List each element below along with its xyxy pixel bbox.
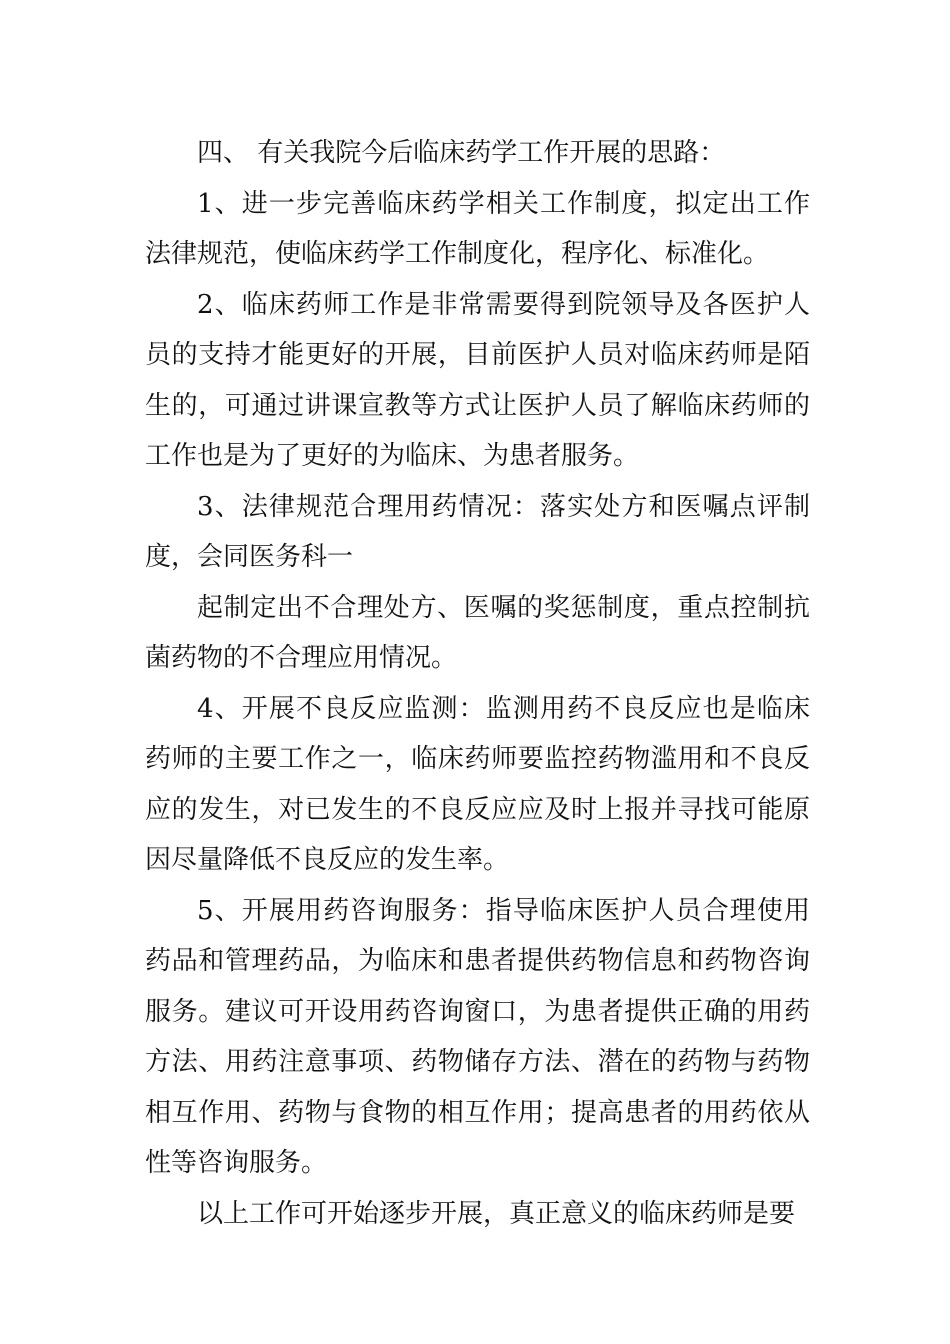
paragraph-item-3: 3、法律规范合理用药情况：落实处方和医嘱点评制度，会同医务科一 <box>145 491 810 572</box>
paragraph-closing: 以上工作可开始逐步开展，真正意义的临床药师是要 <box>197 1198 796 1229</box>
section-heading: 四、 有关我院今后临床药学工作开展的思路： <box>197 138 726 168</box>
document-body <box>145 128 810 1239</box>
paragraph-item-5: 5、开展用药咨询服务：指导临床医护人员合理使用药品和管理药品，为临床和患者提供药物信息和药物咨询服务。建议可开设用药咨询窗口，为患者提供正确的用药方法、用药注意事项、药物储存方法、潜在的药物与药物相互作用、药物与食物的相互作用；提高患者的用药依从性等咨询服务。 <box>145 895 810 1178</box>
paragraph-item-4: 4、开展不良反应监测：监测用药不良反应也是临床药师的主要工作之一，临床药师要监控药物滥用和不良反应的发生，对已发生的不良反应应及时上报并寻找可能原因尽量降低不良反应的发生率。 <box>145 693 810 875</box>
paragraph-item-1: 1、进一步完善临床药学相关工作制度，拟定出工作法律规范，使临床药学工作制度化，程序化、标准化。 <box>145 188 810 269</box>
paragraph-item-3-continued: 起制定出不合理处方、医嘱的奖惩制度，重点控制抗菌药物的不合理应用情况。 <box>145 592 810 673</box>
paragraph-item-2: 2、临床药师工作是非常需要得到院领导及各医护人员的支持才能更好的开展，目前医护人员对临床药师是陌生的，可通过讲课宣教等方式让医护人员了解临床药师的工作也是为了更好的为临床、为患者服务。 <box>145 289 810 471</box>
